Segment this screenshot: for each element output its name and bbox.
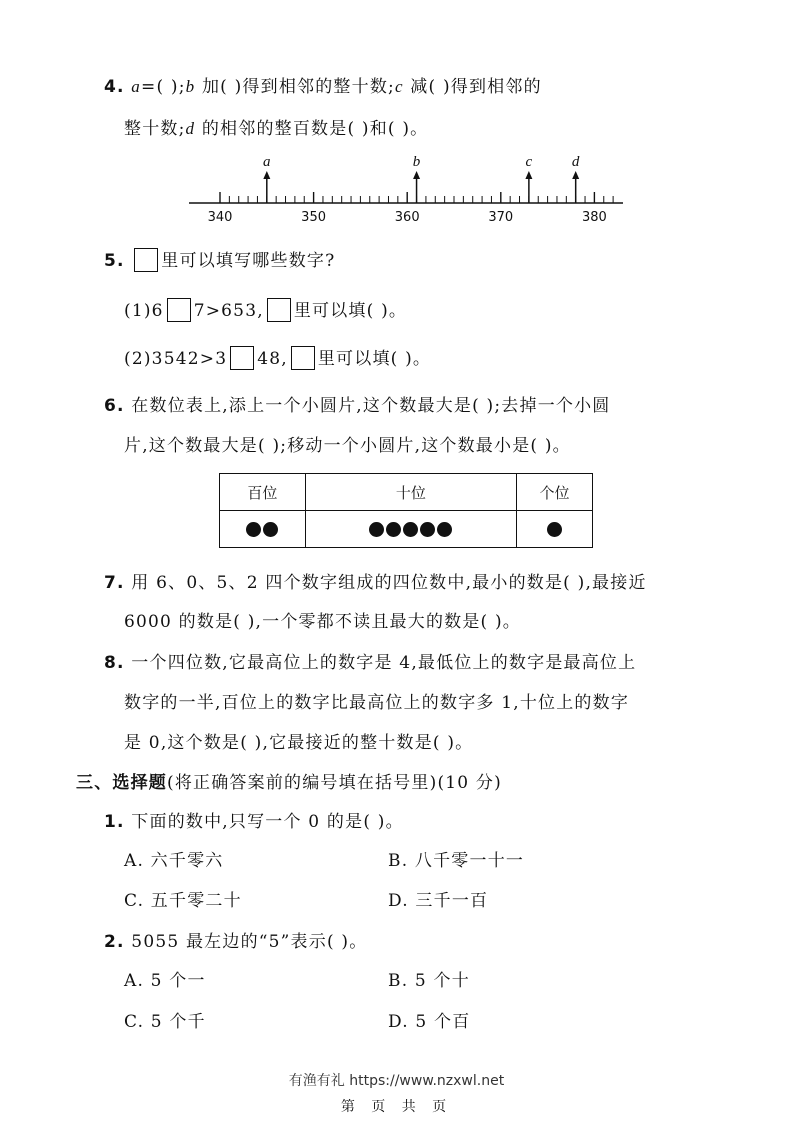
chips-tens: [305, 511, 516, 548]
q5-sub1-post: 里可以填( )。: [293, 301, 408, 321]
q7-text1: 用 6、0、5、2 四个数字组成的四位数中,最小的数是( ),最接近: [131, 573, 647, 593]
q5-sub1-mid: 7>653,: [193, 301, 264, 321]
q8-line3: [124, 731, 473, 755]
q6-text2: 片,这个数最大是( );移动一个小圆片,这个数最小是( )。: [124, 436, 571, 456]
q4-line2: [124, 117, 428, 141]
header-ones: 个位: [516, 474, 592, 511]
counter-chip: [386, 522, 401, 537]
marker-label-d: d: [571, 154, 580, 170]
counter-chip: [369, 522, 384, 537]
tick-label: 370: [488, 210, 514, 225]
q4-text-d1: 整十数;: [124, 119, 186, 139]
counter-chip: [246, 522, 261, 537]
q4-var-c: c: [394, 77, 404, 96]
q5-sub2-mid: 48,: [257, 349, 288, 369]
q7-number: 7.: [104, 573, 125, 593]
q4-text-b: 加( )得到相邻的整十数;: [195, 77, 395, 97]
q5-sub2: [124, 346, 431, 371]
arrowhead-b: [413, 171, 420, 179]
c2-option-d[interactable]: D. 5 个百: [388, 1012, 471, 1032]
chips-ones: [516, 511, 592, 548]
section-3-heading: [76, 771, 502, 795]
q8-text1: 一个四位数,它最高位上的数字是 4,最低位上的数字是最高位上: [131, 653, 637, 673]
c1-option-a[interactable]: A. 六千零六: [124, 851, 224, 871]
marker-label-b: b: [412, 154, 421, 170]
c2-option-b[interactable]: B. 5 个十: [388, 971, 470, 991]
q6-number: 6.: [104, 396, 125, 416]
c2-question: [104, 930, 367, 954]
q4-text-c: 减( )得到相邻的: [403, 77, 542, 97]
c1-question: [104, 810, 404, 834]
q4-text-d2: 的相邻的整百数是( )和( )。: [195, 119, 429, 139]
q8-number: 8.: [104, 653, 125, 673]
c1-text: 下面的数中,只写一个 0 的是( )。: [131, 812, 404, 832]
q5-prompt: 里可以填写哪些数字?: [161, 251, 336, 271]
section-3-note: (将正确答案前的编号填在括号里)(10 分): [167, 773, 502, 793]
q7-line1: [104, 571, 647, 595]
q5-sub1: [124, 298, 407, 323]
tick-label: 350: [301, 210, 327, 225]
q6-text1: 在数位表上,添上一个小圆片,这个数最大是( );去掉一个小圆: [131, 396, 611, 416]
q5-line: [104, 248, 335, 273]
q4-var-d: d: [185, 119, 196, 138]
q8-line1: [104, 651, 636, 675]
c1-option-d[interactable]: D. 三千一百: [388, 891, 489, 911]
q8-text2: 数字的一半,百位上的数字比最高位上的数字多 1,十位上的数字: [124, 693, 630, 713]
c1-option-c[interactable]: C. 五千零二十: [124, 891, 242, 911]
q8-line2: [124, 691, 629, 715]
footer-page-number: 第 页 共 页: [340, 1099, 453, 1115]
c2-number: 2.: [104, 932, 125, 952]
c1-option-b[interactable]: B. 八千零一十一: [388, 851, 525, 871]
tick-label: 380: [581, 210, 607, 225]
c2-option-a[interactable]: A. 5 个一: [124, 971, 206, 991]
answer-box: [134, 248, 158, 272]
answer-box[interactable]: [167, 298, 191, 322]
arrowhead-d: [572, 171, 579, 179]
arrowhead-c: [525, 171, 532, 179]
c1-number: 1.: [104, 812, 125, 832]
marker-label-a: a: [263, 154, 271, 170]
q4-text-a: =( );: [141, 77, 186, 97]
q4-number: 4.: [104, 77, 125, 97]
chips-hundreds: [220, 511, 306, 548]
q4-var-a: a: [131, 77, 141, 96]
q7-line2: [124, 610, 521, 634]
counter-chip: [403, 522, 418, 537]
q5-sub2-post: 里可以填( )。: [317, 349, 432, 369]
counter-chip: [263, 522, 278, 537]
tick-label: 360: [394, 210, 420, 225]
q6-line2: [124, 434, 571, 458]
counter-chip: [420, 522, 435, 537]
marker-label-c: c: [525, 154, 533, 170]
header-hundreds: 百位: [220, 474, 306, 511]
arrowhead-a: [263, 171, 270, 179]
place-value-chip-row: [220, 511, 593, 548]
answer-box: [291, 346, 315, 370]
q5-number: 5.: [104, 251, 125, 271]
c2-option-c[interactable]: C. 5 个千: [124, 1012, 206, 1032]
header-tens: 十位: [305, 474, 516, 511]
q8-text3: 是 0,这个数是( ),它最接近的整十数是( )。: [124, 733, 474, 753]
counter-chip: [547, 522, 562, 537]
place-value-table: [219, 473, 593, 548]
q5-sub1-pre: (1)6: [124, 301, 164, 321]
q6-line1: [104, 394, 611, 418]
q4-var-b: b: [185, 77, 196, 96]
section-3-title: 三、选择题: [76, 773, 167, 793]
tick-label: 340: [207, 210, 233, 225]
q5-sub2-pre: (2)3542>3: [124, 349, 228, 369]
footer-watermark-url: 有渔有礼 https://www.nzxwl.net: [288, 1073, 505, 1089]
place-value-header-row: [220, 474, 593, 511]
answer-box[interactable]: [230, 346, 254, 370]
counter-chip: [437, 522, 452, 537]
number-line: [180, 150, 630, 230]
q7-text2: 6000 的数是( ),一个零都不读且最大的数是( )。: [124, 612, 522, 632]
c2-text: 5055 最左边的“5”表示( )。: [131, 932, 368, 952]
answer-box: [267, 298, 291, 322]
q4-line1: [104, 75, 542, 99]
